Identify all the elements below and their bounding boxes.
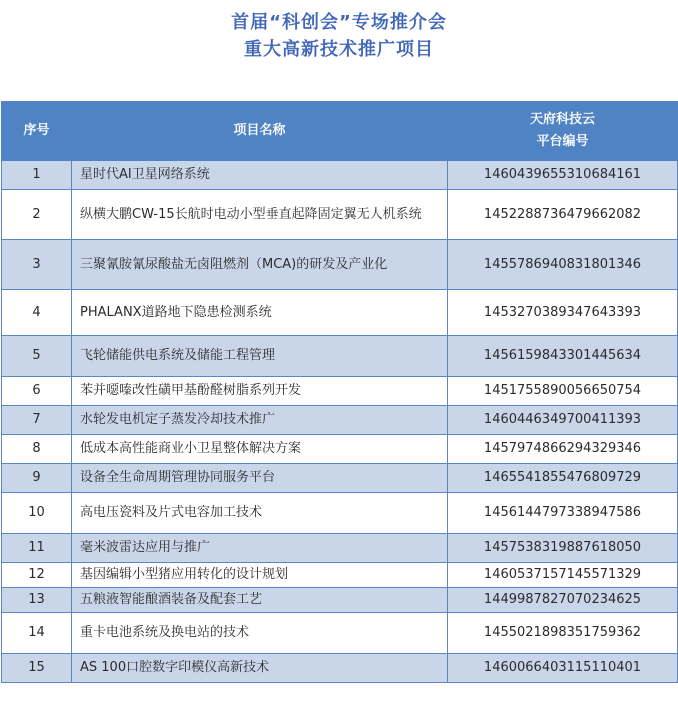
project-name: 飞轮储能供电系统及储能工程管理	[72, 336, 448, 377]
project-name: 星时代AI卫星网络系统	[72, 161, 448, 190]
table-row	[2, 654, 678, 683]
row-number: 5	[2, 336, 72, 377]
platform-code: 1452288736479662082	[448, 190, 678, 240]
row-number: 9	[2, 464, 72, 493]
project-name: PHALANX道路地下隐患检测系统	[72, 290, 448, 336]
table-row	[2, 161, 678, 190]
header-code	[448, 102, 678, 161]
platform-code: 1457538319887618050	[448, 534, 678, 563]
table-row	[2, 435, 678, 464]
row-number: 15	[2, 654, 72, 683]
table-header-row	[2, 102, 678, 161]
table-row	[2, 190, 678, 240]
table-row	[2, 406, 678, 435]
project-name: 设备全生命周期管理协同服务平台	[72, 464, 448, 493]
platform-code: 1455786940831801346	[448, 240, 678, 290]
row-number: 11	[2, 534, 72, 563]
row-number: 1	[2, 161, 72, 190]
header-name: 项目名称	[72, 102, 448, 161]
row-number: 12	[2, 563, 72, 588]
table-row	[2, 240, 678, 290]
project-name: 基因编辑小型猪应用转化的设计规划	[72, 563, 448, 588]
row-number: 6	[2, 377, 72, 406]
row-number: 3	[2, 240, 72, 290]
platform-code: 1460066403115110401	[448, 654, 678, 683]
row-number: 10	[2, 493, 72, 534]
table-row	[2, 588, 678, 613]
platform-code: 1460537157145571329	[448, 563, 678, 588]
header-code-line1: 天府科技云	[529, 112, 595, 127]
platform-code: 1456144797338947586	[448, 493, 678, 534]
table-row	[2, 563, 678, 588]
platform-code: 1460446349700411393	[448, 406, 678, 435]
table-row	[2, 534, 678, 563]
table-row	[2, 464, 678, 493]
platform-code: 1456159843301445634	[448, 336, 678, 377]
project-name: 高电压瓷料及片式电容加工技术	[72, 493, 448, 534]
row-number: 4	[2, 290, 72, 336]
project-name: 纵横大鹏CW-15长航时电动小型垂直起降固定翼无人机系统	[72, 190, 448, 240]
header-num: 序号	[2, 102, 72, 161]
platform-code: 1460439655310684161	[448, 161, 678, 190]
row-number: 7	[2, 406, 72, 435]
platform-code: 1449987827070234625	[448, 588, 678, 613]
table-row	[2, 290, 678, 336]
project-name: 水轮发电机定子蒸发冷却技术推广	[72, 406, 448, 435]
title-line-2: 重大高新技术推广项目	[244, 39, 434, 60]
project-name: 苯并噁嗪改性磺甲基酚醛树脂系列开发	[72, 377, 448, 406]
platform-code: 1451755890056650754	[448, 377, 678, 406]
platform-code: 1457974866294329346	[448, 435, 678, 464]
title-line-1: 首届“科创会”专场推介会	[231, 12, 447, 33]
table-row	[2, 613, 678, 654]
project-name: 毫米波雷达应用与推广	[72, 534, 448, 563]
project-name: 重卡电池系统及换电站的技术	[72, 613, 448, 654]
platform-code: 1453270389347643393	[448, 290, 678, 336]
table-body	[2, 161, 678, 683]
row-number: 2	[2, 190, 72, 240]
row-number: 8	[2, 435, 72, 464]
header-code-line2: 平台编号	[536, 134, 589, 149]
project-name: 三聚氰胺氰尿酸盐无卤阻燃剂（MCA)的研发及产业化	[72, 240, 448, 290]
projects-table	[1, 101, 678, 683]
table-row	[2, 377, 678, 406]
platform-code: 1465541855476809729	[448, 464, 678, 493]
table-row	[2, 336, 678, 377]
platform-code: 1455021898351759362	[448, 613, 678, 654]
row-number: 13	[2, 588, 72, 613]
project-name: 五粮液智能酿酒装备及配套工艺	[72, 588, 448, 613]
page-title	[0, 9, 678, 63]
project-name: AS 100口腔数字印模仪高新技术	[72, 654, 448, 683]
table-row	[2, 493, 678, 534]
row-number: 14	[2, 613, 72, 654]
project-name: 低成本高性能商业小卫星整体解决方案	[72, 435, 448, 464]
